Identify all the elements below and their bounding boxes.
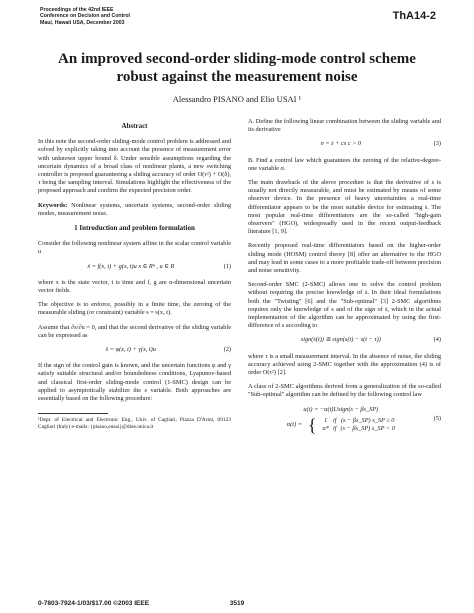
case-value: α* bbox=[322, 425, 329, 433]
equation-number: (5) bbox=[433, 415, 441, 423]
footnote: ¹Dept. of Electrical and Electronic Eng., Univ. of Cagliari, Piazza D'Armi, 09123 Cagliari (Italy) e-mails: {pisano,eusai}@diee.unica.it bbox=[38, 417, 231, 431]
paragraph: If the sign of the control gain is known, and the uncertain functions φ and γ satisfy suitable structural and/or boundedness conditions, Lyapunov-based and classical first-order sliding-mode control (1-SMC) design can be applied to asymptotically stabilize the s variable. Both approaches are essentially based on the following procedure: bbox=[38, 362, 231, 403]
venue-line: Conference on Decision and Control bbox=[40, 13, 130, 20]
isbn-line: 0-7803-7924-1/03/$17.00 ©2003 IEEE bbox=[38, 600, 150, 607]
case-expr: (s − βs_SP) s_SP < 0 bbox=[340, 425, 395, 433]
paragraph: where τ is a small measurement interval. In the absence of noise, the sliding accuracy achieved using 2-SMC together with the approximation (4) is of order O(τ²) [2]. bbox=[248, 352, 441, 377]
case-cond: if bbox=[332, 416, 337, 424]
authors: Alessandro PISANO and Elio USAI ¹ bbox=[172, 94, 302, 104]
paragraph: Consider the following nonlinear system affine in the scalar control variable u bbox=[38, 240, 231, 256]
case-expr: (s − βs_SP) s_SP ≥ 0 bbox=[340, 416, 395, 424]
venue-header bbox=[40, 7, 130, 26]
equation-number: (2) bbox=[223, 346, 231, 354]
paragraph: The main drawback of the above procedure is that the derivative of s is usually not directly measurable, and must be estimated by means of some observer device. In the presence of heavy uncertainties a real-time differentiator appears to be the most suitable device for estimating ṡ. The most popular real-time differentiators are the so-called "high-gain observers" (HGO), widespreadly used in the recent output-feedback literature [1, 9]. bbox=[248, 179, 441, 236]
paragraph: where x is the state vector, t is time and f, g are n-dimensional uncertain vector fields. bbox=[38, 278, 231, 295]
paragraph: Second-order SMC (2-SMC) allows one to solve the control problem without requiring the precise knowledge of ṡ. In their ideal formulations both the "Twisting" [6] and the "Sub-optimal" [3] 2-SMC algorithms requires only the knowledge of s and of the sign of ṡ, which in the actual implementation of the algorithm can be approximated by using the first-difference of s according to bbox=[248, 281, 441, 330]
equation-body: ẋ = f(x, t) + g(x, t)u x ∈ Rⁿ , u ∈ R bbox=[87, 262, 175, 270]
paragraph: B. Find a control law which guarantees the zeroing of the relative-degree-one variable σ. bbox=[248, 156, 441, 172]
brace-glyph: { bbox=[307, 415, 317, 436]
session-code: ThA14-2 bbox=[392, 10, 436, 22]
keywords-label: Keywords: bbox=[38, 201, 68, 209]
equation-body: σ = ṡ + cs c > 0 bbox=[320, 140, 362, 148]
equation-4 bbox=[248, 336, 441, 344]
piecewise-cases bbox=[323, 417, 395, 433]
abstract-heading: Abstract bbox=[121, 122, 148, 130]
title-line: An improved second-order sliding-mode control scheme bbox=[58, 51, 416, 67]
paragraph: A class of 2-SMC algorithms derived from a generalization of the so-called "Sub-optimal" algorithm can be defined by the following control law bbox=[248, 383, 441, 399]
right-column bbox=[248, 118, 441, 441]
keywords bbox=[38, 202, 231, 218]
paragraph: Recently proposed real-time differentiators based on the higher-order sliding mode (HOSM) control theory [8] offer an alternative to the HGO and may lead in some cases to a more profitable trade-off between precision and noise sensitivity. bbox=[248, 242, 441, 275]
footnote-rule bbox=[38, 413, 108, 414]
venue-line: Proceedings of the 42nd IEEE bbox=[40, 7, 114, 13]
equation-1 bbox=[38, 263, 231, 271]
paragraph: A. Define the following linear combination between the sliding variable and its derivative bbox=[248, 118, 441, 134]
paragraph: Assume that ∂s/∂u = 0, and that the second derivative of the sliding variable can be expressed as bbox=[38, 323, 231, 339]
keywords-text: Nonlinear systems, uncertain systems, second-order sliding modes, measurement noise. bbox=[38, 201, 231, 217]
equation-5b bbox=[248, 415, 434, 436]
section-heading: 1 Introduction and problem formulation bbox=[74, 224, 195, 233]
paper-title bbox=[0, 50, 474, 86]
equation-2 bbox=[38, 346, 231, 354]
title-line: robust against the measurement noise bbox=[116, 69, 358, 85]
abstract bbox=[38, 122, 231, 218]
equation-body bbox=[248, 406, 434, 434]
case-value: 1 bbox=[324, 416, 328, 424]
equation-lhs: α(t) = bbox=[286, 420, 302, 428]
equation-3 bbox=[248, 140, 441, 148]
page-number: 3519 bbox=[229, 600, 245, 607]
paragraph: The objective is to enforce, possibly in a finite time, the zeroing of the measurable sliding (or constraint) variable s = s(x, t). bbox=[38, 301, 231, 317]
equation-body: s̈ = φ(x, t) + γ(x, t)u bbox=[105, 346, 156, 354]
equation-body: sign(ṡ(t)) ≅ sign(s(t) − s(t − τ)) bbox=[300, 336, 381, 344]
left-column bbox=[38, 118, 231, 431]
case-cond: if bbox=[332, 425, 337, 433]
equation-5 bbox=[248, 406, 441, 434]
venue-line: Maui, Hawaii USA, December 2003 bbox=[40, 19, 125, 26]
equation-5a: u(t) = −α(t)Usign(s − βs_SP) bbox=[303, 405, 379, 413]
equation-number: (4) bbox=[433, 336, 441, 344]
equation-number: (1) bbox=[223, 262, 231, 270]
abstract-body: In this note the second-order sliding-mode control problem is addressed and solved by explicitly taking into account the presence of measurement error with unknown upper bound δ. Under sensible assumptions regarding the uncertain dynamics of a broad class of nonlinear plants, a new switching controller is proposed guaranteeing a sliding accuracy of order O(τ²) + O(δ), τ being the sampling interval. Simulations highlight the effectiveness of the proposed approach and confirm the expected precision order. bbox=[38, 138, 231, 195]
equation-number: (3) bbox=[433, 140, 441, 148]
